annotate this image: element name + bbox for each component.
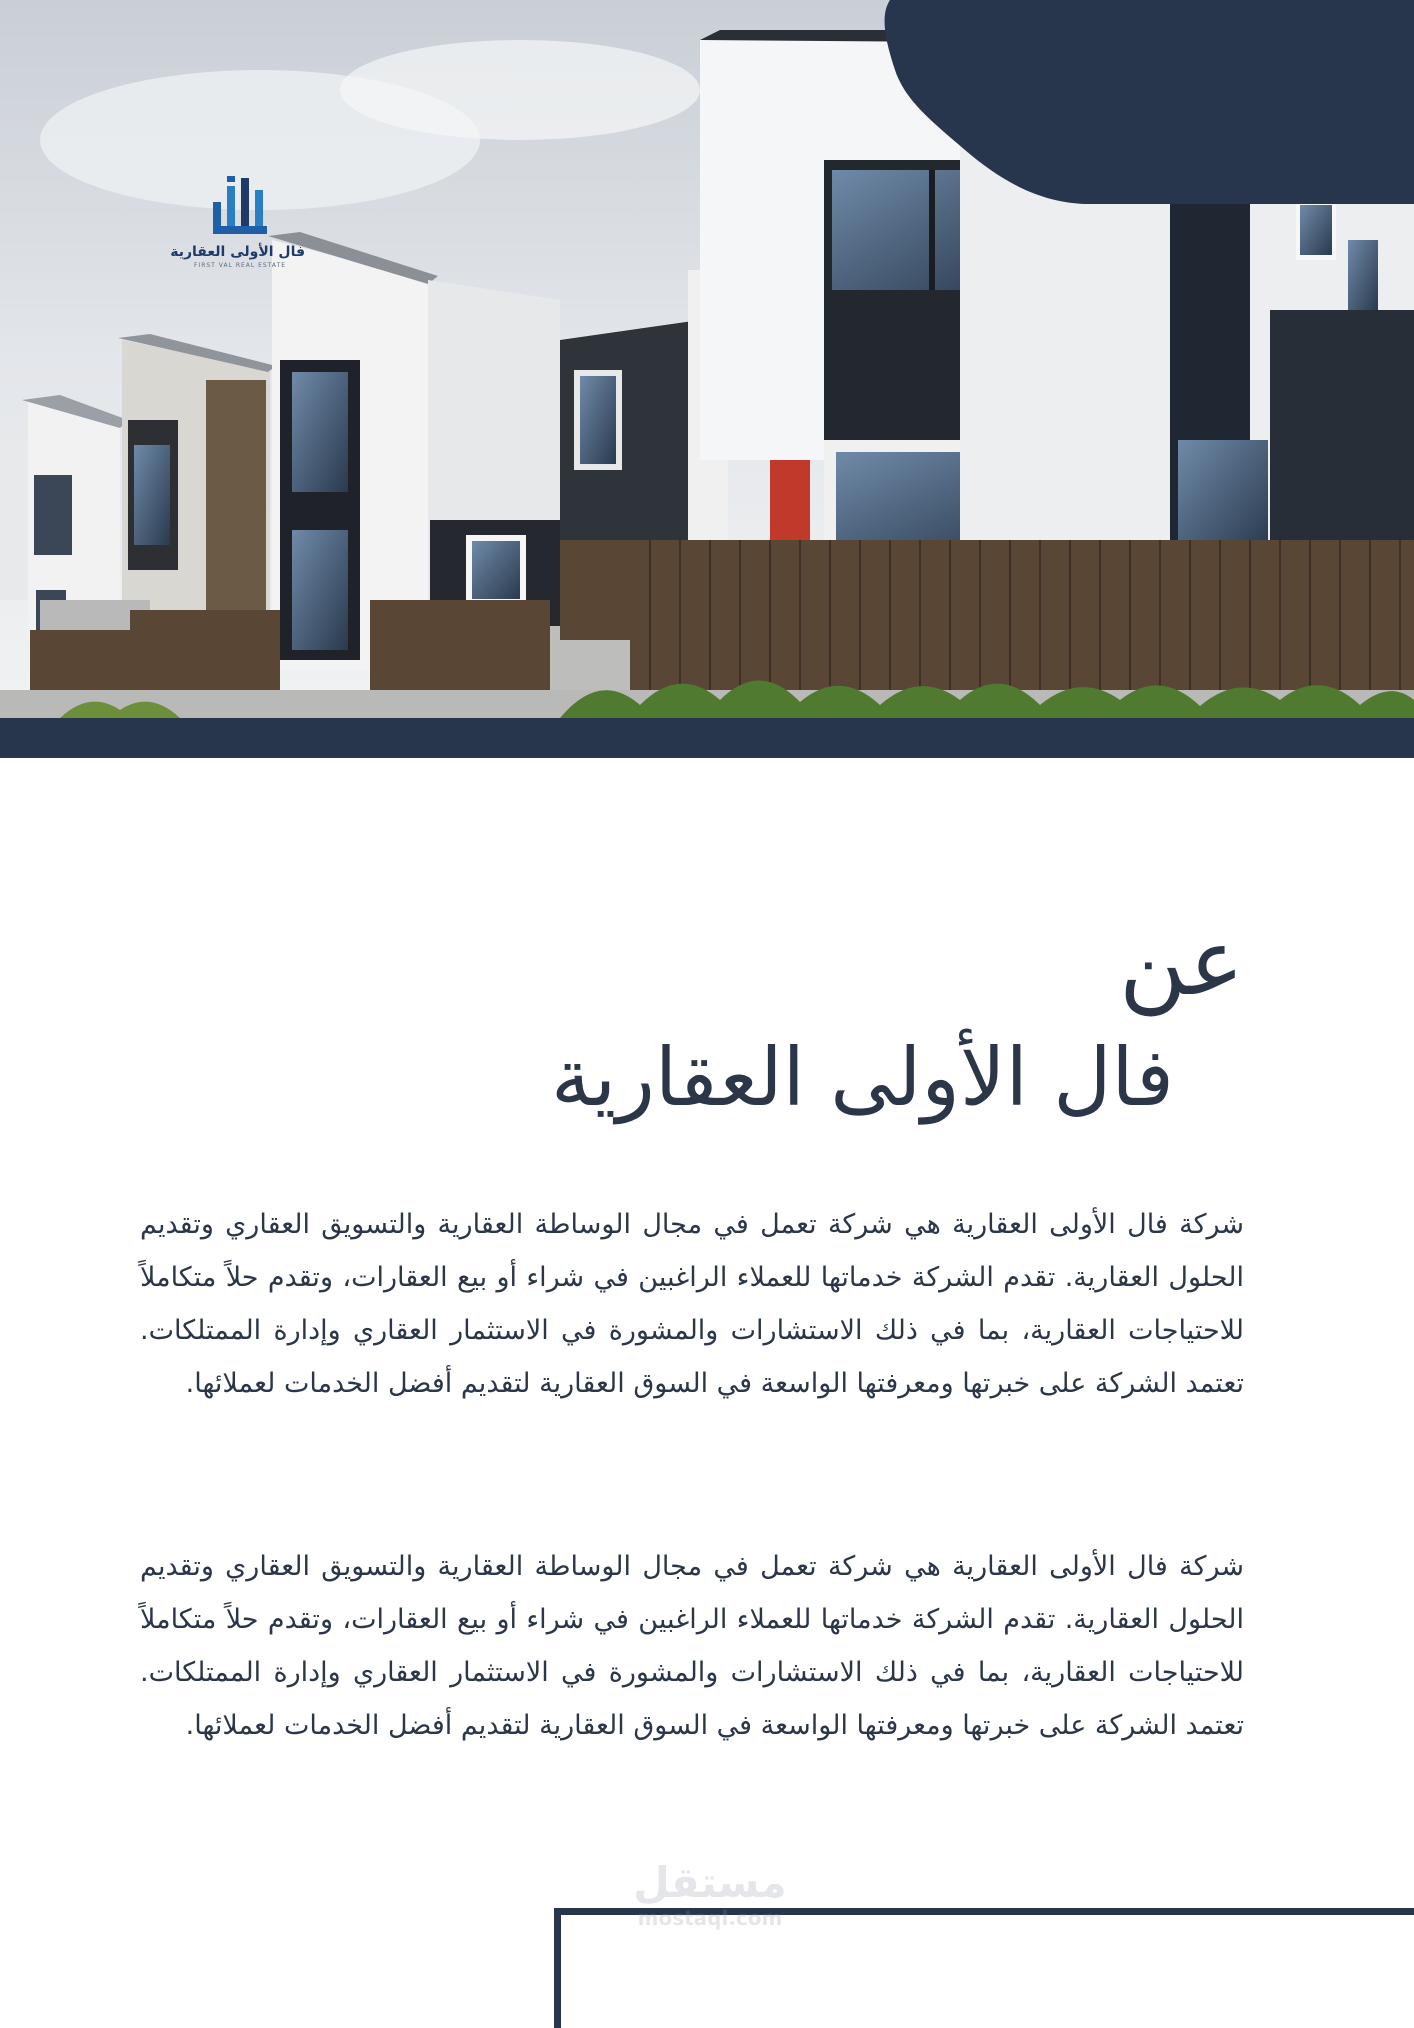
logo-mark-icon [205,172,275,242]
watermark [610,1860,810,1930]
watermark-url: mostaql.com [637,1906,783,1931]
about-paragraph: شركة فال الأولى العقارية هي شركة تعمل في مجال الوساطة العقارية والتسويق العقاري وتقديم الحلول العقارية. تقدم الشركة خدماتها للعملاء الراغبين في شراء أو بيع العقارات، وتقدم حلاً متكاملاً للاحتياجات العقارية، بما في ذلك الاستشارات والمشورة في الاستثمار العقاري وإدارة الممتلكات. تعتمد الشركة على خبرتها ومعرفتها الواسعة في السوق العقارية لتقديم أفضل الخدمات لعملائها. [140,1551,1244,1741]
watermark-arabic: مستقل [633,1858,787,1907]
company-logo [170,172,305,269]
logo-arabic-name: فال الأولى العقارية [170,244,305,260]
decorative-navy-shape [0,0,1414,718]
about-paragraph: شركة فال الأولى العقارية هي شركة تعمل في مجال الوساطة العقارية والتسويق العقاري وتقديم الحلول العقارية. تقدم الشركة خدماتها للعملاء الراغبين في شراء أو بيع العقارات، وتقدم حلاً متكاملاً للاحتياجات العقارية، بما في ذلك الاستشارات والمشورة في الاستثمار العقاري وإدارة الممتلكات. تعتمد الشركة على خبرتها ومعرفتها الواسعة في السوق العقارية لتقديم أفضل الخدمات لعملائها. [140,1209,1244,1399]
page-title-line-1: عن [1119,909,1244,1016]
hero-photo [0,0,1414,718]
page-title-line-2: فال الأولى العقارية [551,1031,1174,1124]
navy-divider-strip [0,718,1414,758]
logo-english-name: FIRST VAL REAL ESTATE [193,262,287,269]
